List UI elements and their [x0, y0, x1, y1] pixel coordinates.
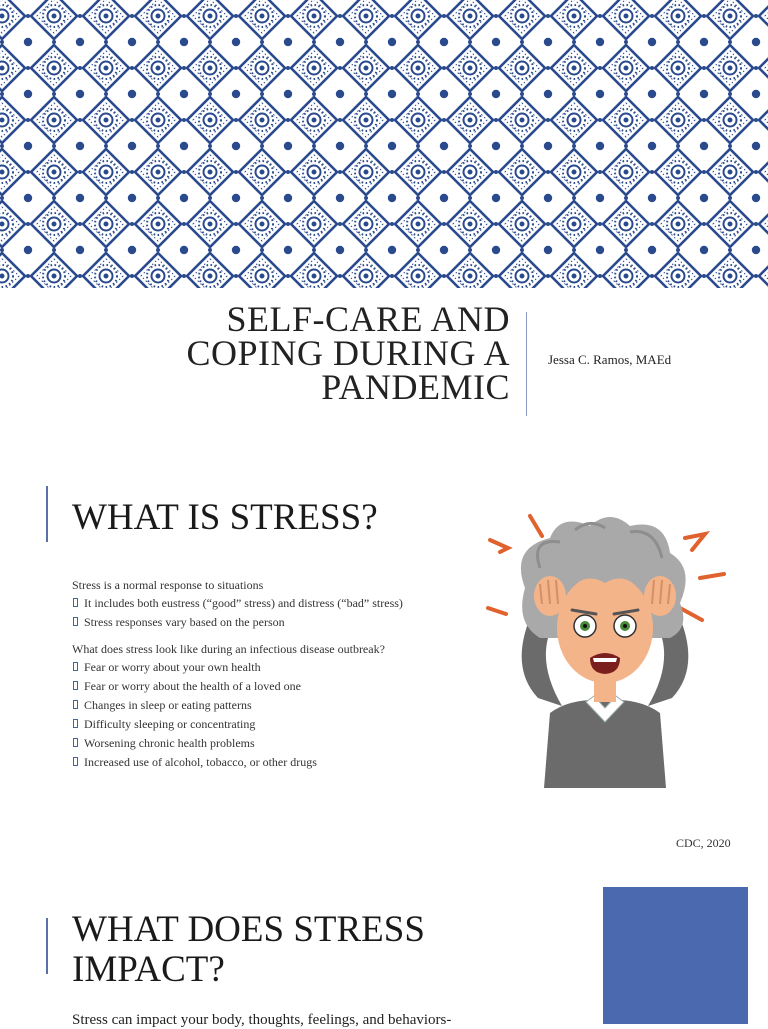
- list-item-text: Increased use of alcohol, tobacco, or other drugs: [84, 755, 317, 769]
- decorative-tile-pattern: [0, 0, 768, 288]
- list-item-text: Changes in sleep or eating patterns: [84, 698, 252, 712]
- list-item: [72, 660, 472, 675]
- list-item-text: Difficulty sleeping or concentrating: [84, 717, 256, 731]
- list-item: [72, 736, 472, 751]
- list-item: [72, 717, 472, 732]
- list-item: [72, 596, 472, 611]
- title-line-1: SELF-CARE AND: [226, 299, 510, 339]
- slide-heading-what-is-stress: WHAT IS STRESS?: [72, 497, 378, 538]
- bullet-icon: [73, 598, 78, 607]
- bullet-icon: [73, 738, 78, 747]
- author-name: Jessa C. Ramos, MAEd: [548, 352, 672, 367]
- list-item-text: Worsening chronic health problems: [84, 736, 255, 750]
- impact-body-text: Stress can impact your body, thoughts, feelings, and behaviors-: [72, 1012, 452, 1028]
- list-item-text: It includes both eustress (“good” stress) and distress (“bad” stress): [84, 596, 403, 610]
- citation: CDC, 2020: [676, 836, 731, 850]
- title-line-3: PANDEMIC: [321, 367, 510, 407]
- heading-line-1: WHAT DOES STRESS: [72, 909, 425, 950]
- heading-accent-bar: [46, 918, 48, 974]
- list-item-text: Fear or worry about the health of a loved one: [84, 679, 301, 693]
- bullet-icon: [73, 719, 78, 728]
- list-item: [72, 679, 472, 694]
- presentation-title: [100, 299, 510, 407]
- bullet-icon: [73, 700, 78, 709]
- title-divider: [526, 312, 527, 416]
- outbreak-question: What does stress look like during an infectious disease outbreak?: [72, 642, 385, 656]
- bullet-icon: [73, 681, 78, 690]
- decorative-blue-block: [603, 887, 748, 1024]
- list-item: [72, 698, 472, 713]
- heading-accent-bar: [46, 486, 48, 542]
- stress-intro: Stress is a normal response to situations: [72, 578, 264, 592]
- list-item-text: Fear or worry about your own health: [84, 660, 261, 674]
- list-item: [72, 755, 472, 770]
- bullet-icon: [73, 662, 78, 671]
- bullet-icon: [73, 617, 78, 626]
- bullet-icon: [73, 757, 78, 766]
- list-item-text: Stress responses vary based on the person: [84, 615, 285, 629]
- slide-heading-what-does-stress-impact: [72, 910, 425, 990]
- title-line-2: COPING DURING A: [186, 333, 510, 373]
- heading-line-2: IMPACT?: [72, 949, 225, 990]
- stressed-woman-illustration: [480, 508, 730, 788]
- list-item: [72, 615, 472, 630]
- stress-content: [72, 578, 472, 774]
